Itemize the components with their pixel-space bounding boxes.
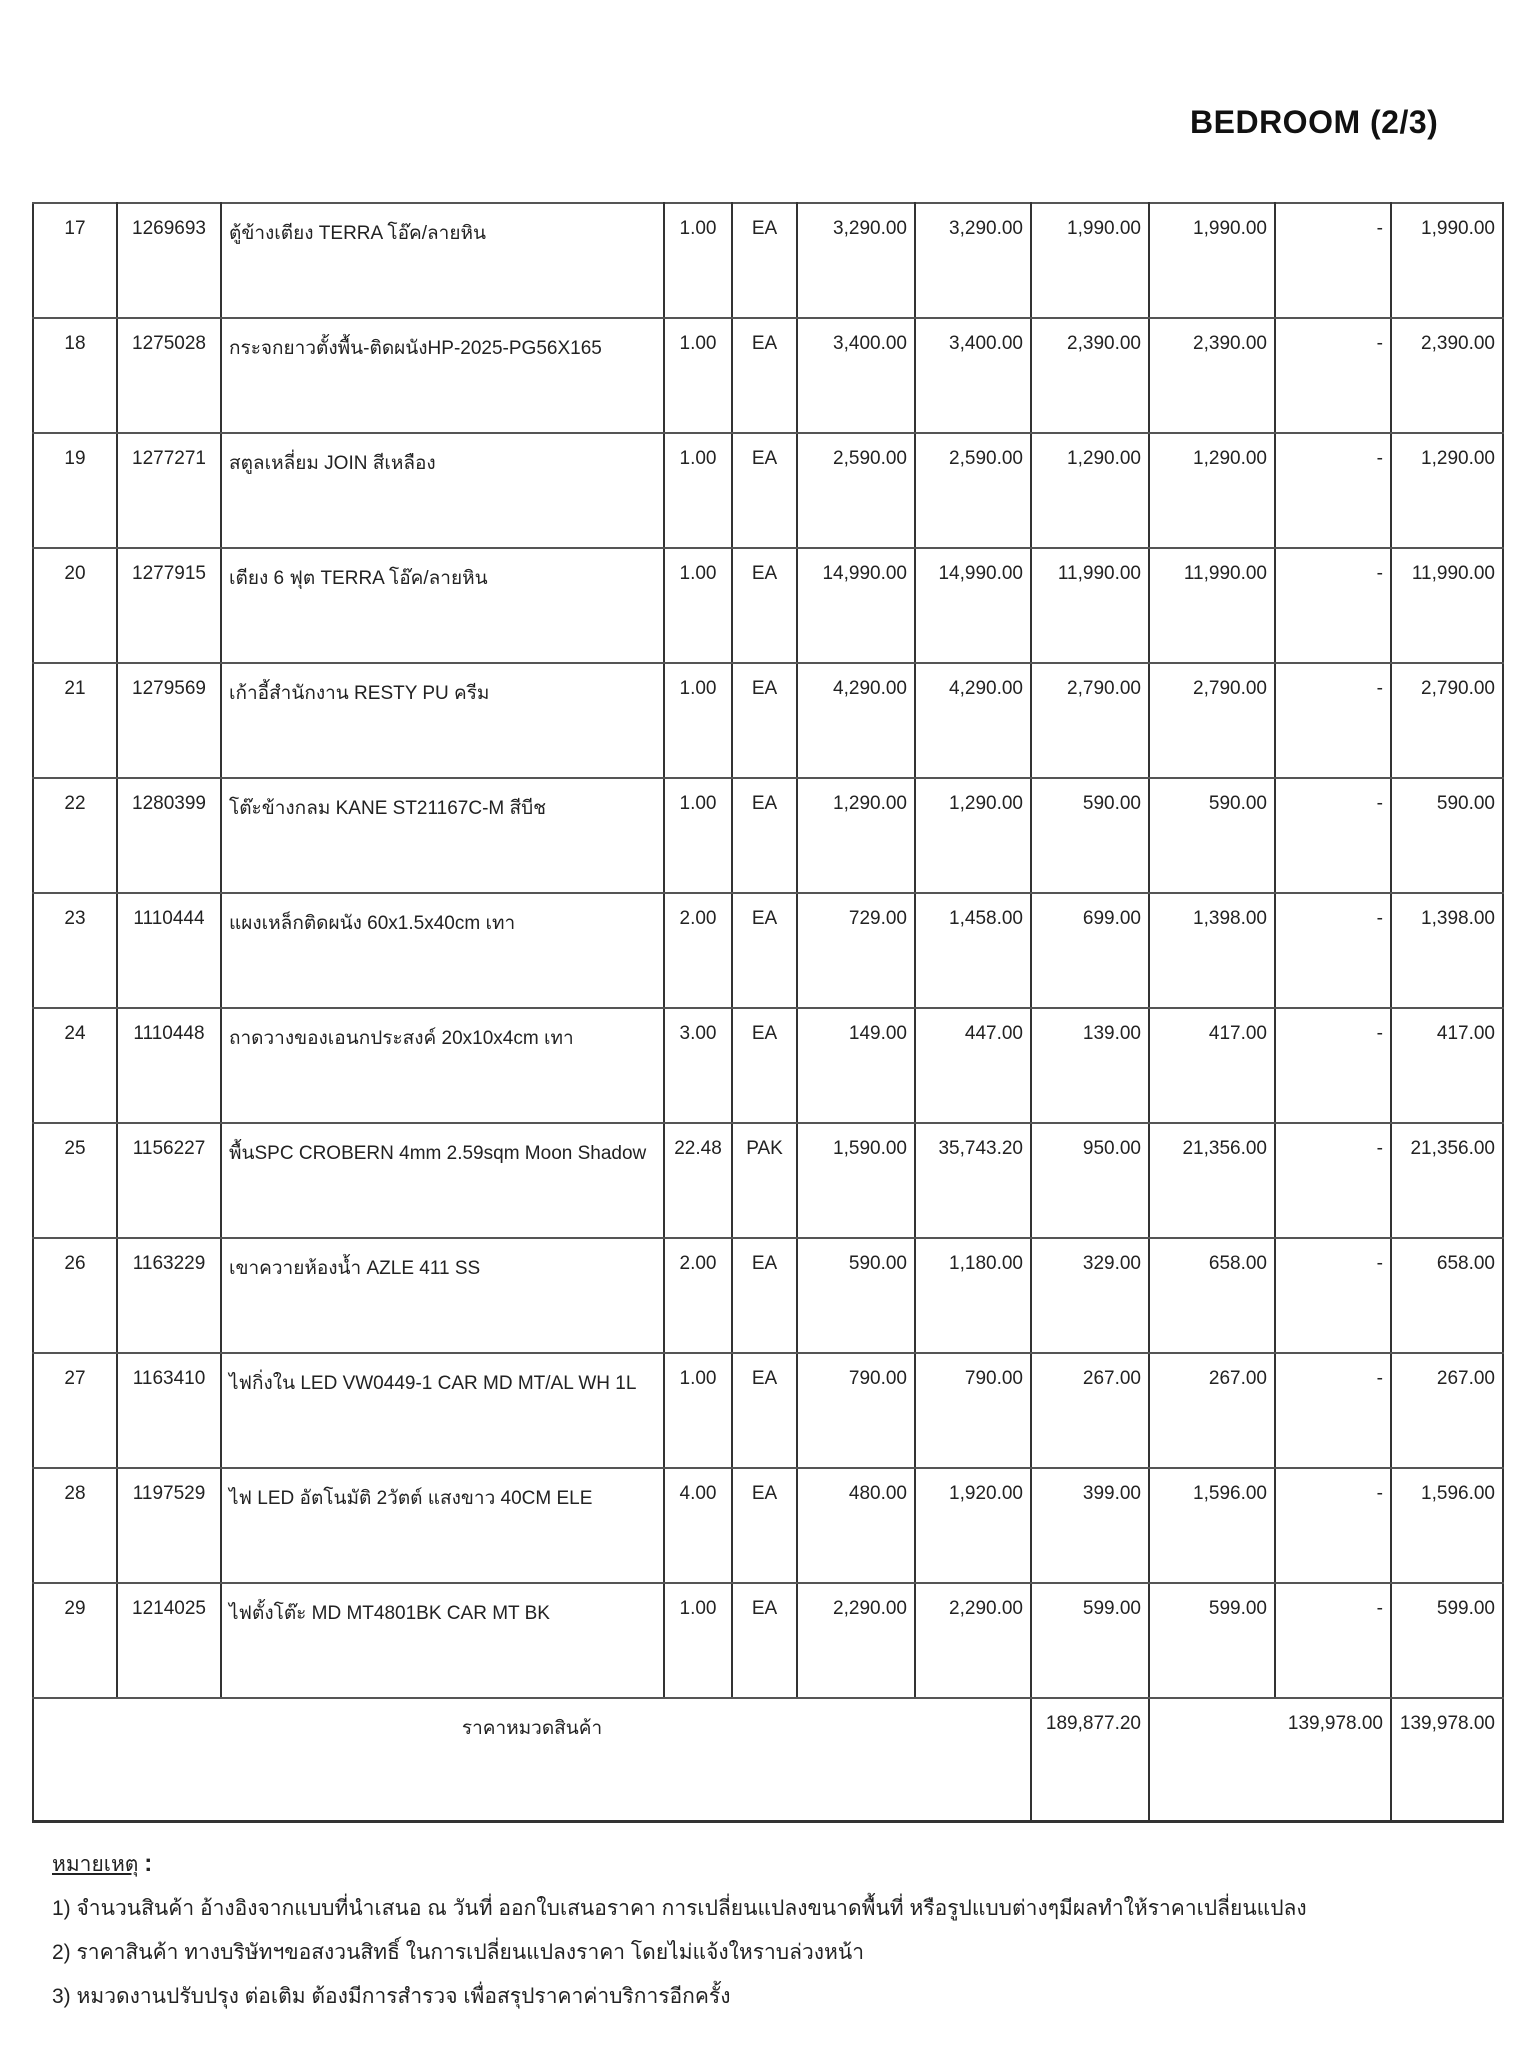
total-sale-amount: 139,978.00	[1149, 1698, 1391, 1822]
product-description-cell: ไฟ LED อัตโนมัติ 2วัตต์ แสงขาว 40CM ELE	[221, 1468, 664, 1583]
quotation-table-container	[32, 202, 1502, 1823]
sale-amount-cell: 1,990.00	[1149, 203, 1275, 318]
row-number-cell: 23	[33, 893, 117, 1008]
unit-cell: EA	[732, 1468, 797, 1583]
sale-unit-price-cell: 599.00	[1031, 1583, 1149, 1698]
quantity-cell: 4.00	[664, 1468, 732, 1583]
net-total-cell: 1,290.00	[1391, 433, 1503, 548]
sale-amount-cell: 1,290.00	[1149, 433, 1275, 548]
unit-price-cell: 480.00	[797, 1468, 915, 1583]
total-label: ราคาหมวดสินค้า	[33, 1698, 1031, 1822]
product-description-cell: ตู้ข้างเตียง TERRA โอ๊ค/ลายหิน	[221, 203, 664, 318]
quantity-cell: 1.00	[664, 318, 732, 433]
unit-price-cell: 1,590.00	[797, 1123, 915, 1238]
product-code-cell: 1163229	[117, 1238, 221, 1353]
quantity-cell: 3.00	[664, 1008, 732, 1123]
discount-cell: -	[1275, 1468, 1391, 1583]
row-number-cell: 22	[33, 778, 117, 893]
quantity-cell: 2.00	[664, 893, 732, 1008]
sale-amount-cell: 658.00	[1149, 1238, 1275, 1353]
product-code-cell: 1110444	[117, 893, 221, 1008]
quantity-cell: 1.00	[664, 1353, 732, 1468]
product-description-cell: เตียง 6 ฟุต TERRA โอ๊ค/ลายหิน	[221, 548, 664, 663]
discount-cell: -	[1275, 663, 1391, 778]
unit-price-cell: 14,990.00	[797, 548, 915, 663]
amount-cell: 1,920.00	[915, 1468, 1031, 1583]
unit-cell: EA	[732, 1238, 797, 1353]
quantity-cell: 1.00	[664, 548, 732, 663]
sale-amount-cell: 417.00	[1149, 1008, 1275, 1123]
sale-amount-cell: 267.00	[1149, 1353, 1275, 1468]
unit-cell: EA	[732, 663, 797, 778]
net-total-cell: 2,790.00	[1391, 663, 1503, 778]
discount-cell: -	[1275, 203, 1391, 318]
sale-unit-price-cell: 1,990.00	[1031, 203, 1149, 318]
product-description-cell: กระจกยาวตั้งพื้น-ติดผนังHP-2025-PG56X165	[221, 318, 664, 433]
quantity-cell: 1.00	[664, 433, 732, 548]
table-row	[33, 1353, 1503, 1468]
discount-cell: -	[1275, 318, 1391, 433]
discount-cell: -	[1275, 893, 1391, 1008]
product-description-cell: แผงเหล็กติดผนัง 60x1.5x40cm เทา	[221, 893, 664, 1008]
sale-unit-price-cell: 2,790.00	[1031, 663, 1149, 778]
net-total-cell: 417.00	[1391, 1008, 1503, 1123]
sale-amount-cell: 1,596.00	[1149, 1468, 1275, 1583]
total-grand: 139,978.00	[1391, 1698, 1503, 1822]
amount-cell: 1,458.00	[915, 893, 1031, 1008]
discount-cell: -	[1275, 1353, 1391, 1468]
unit-cell: EA	[732, 318, 797, 433]
unit-cell: EA	[732, 548, 797, 663]
quantity-cell: 1.00	[664, 663, 732, 778]
amount-cell: 2,590.00	[915, 433, 1031, 548]
discount-cell: -	[1275, 1238, 1391, 1353]
unit-price-cell: 729.00	[797, 893, 915, 1008]
sale-unit-price-cell: 2,390.00	[1031, 318, 1149, 433]
sale-unit-price-cell: 1,290.00	[1031, 433, 1149, 548]
unit-cell: EA	[732, 893, 797, 1008]
product-code-cell: 1110448	[117, 1008, 221, 1123]
table-row	[33, 1583, 1503, 1698]
page-title: BEDROOM (2/3)	[1190, 104, 1439, 140]
quantity-cell: 1.00	[664, 778, 732, 893]
amount-cell: 3,400.00	[915, 318, 1031, 433]
row-number-cell: 25	[33, 1123, 117, 1238]
sale-amount-cell: 599.00	[1149, 1583, 1275, 1698]
sale-unit-price-cell: 11,990.00	[1031, 548, 1149, 663]
product-description-cell: เก้าอี้สำนักงาน RESTY PU ครีม	[221, 663, 664, 778]
amount-cell: 447.00	[915, 1008, 1031, 1123]
notes-heading: หมายเหตุ	[52, 1853, 139, 1876]
product-description-cell: ถาดวางของเอนกประสงค์ 20x10x4cm เทา	[221, 1008, 664, 1123]
row-number-cell: 20	[33, 548, 117, 663]
net-total-cell: 590.00	[1391, 778, 1503, 893]
product-code-cell: 1275028	[117, 318, 221, 433]
unit-cell: PAK	[732, 1123, 797, 1238]
discount-cell: -	[1275, 1123, 1391, 1238]
sale-unit-price-cell: 399.00	[1031, 1468, 1149, 1583]
sale-unit-price-cell: 950.00	[1031, 1123, 1149, 1238]
unit-cell: EA	[732, 433, 797, 548]
amount-cell: 4,290.00	[915, 663, 1031, 778]
unit-price-cell: 3,400.00	[797, 318, 915, 433]
net-total-cell: 21,356.00	[1391, 1123, 1503, 1238]
table-row	[33, 318, 1503, 433]
product-code-cell: 1214025	[117, 1583, 221, 1698]
table-row	[33, 1238, 1503, 1353]
unit-cell: EA	[732, 1583, 797, 1698]
product-description-cell: พื้นSPC CROBERN 4mm 2.59sqm Moon Shadow	[221, 1123, 664, 1238]
unit-price-cell: 2,290.00	[797, 1583, 915, 1698]
unit-price-cell: 590.00	[797, 1238, 915, 1353]
notes-heading-colon: :	[144, 1850, 153, 1877]
category-total-row	[33, 1698, 1503, 1822]
quantity-cell: 2.00	[664, 1238, 732, 1353]
total-amount: 189,877.20	[1031, 1698, 1149, 1822]
sale-unit-price-cell: 329.00	[1031, 1238, 1149, 1353]
unit-price-cell: 149.00	[797, 1008, 915, 1123]
amount-cell: 2,290.00	[915, 1583, 1031, 1698]
product-description-cell: ไฟกิ่งใน LED VW0449-1 CAR MD MT/AL WH 1L	[221, 1353, 664, 1468]
table-row	[33, 203, 1503, 318]
sale-amount-cell: 1,398.00	[1149, 893, 1275, 1008]
product-code-cell: 1269693	[117, 203, 221, 318]
unit-cell: EA	[732, 1353, 797, 1468]
row-number-cell: 19	[33, 433, 117, 548]
note-item: 3) หมวดงานปรับปรุง ต่อเติม ต้องมีการสำรวจ เพื่อสรุปราคาค่าบริการอีกครั้ง	[52, 1985, 731, 2008]
discount-cell: -	[1275, 1008, 1391, 1123]
row-number-cell: 21	[33, 663, 117, 778]
discount-cell: -	[1275, 778, 1391, 893]
net-total-cell: 2,390.00	[1391, 318, 1503, 433]
row-number-cell: 17	[33, 203, 117, 318]
sale-amount-cell: 21,356.00	[1149, 1123, 1275, 1238]
product-description-cell: สตูลเหลี่ยม JOIN สีเหลือง	[221, 433, 664, 548]
row-number-cell: 27	[33, 1353, 117, 1468]
discount-cell: -	[1275, 433, 1391, 548]
table-row	[33, 663, 1503, 778]
table-row	[33, 1123, 1503, 1238]
net-total-cell: 599.00	[1391, 1583, 1503, 1698]
unit-price-cell: 790.00	[797, 1353, 915, 1468]
notes-section	[52, 1842, 1492, 2019]
amount-cell: 1,180.00	[915, 1238, 1031, 1353]
sale-unit-price-cell: 139.00	[1031, 1008, 1149, 1123]
net-total-cell: 658.00	[1391, 1238, 1503, 1353]
sale-unit-price-cell: 590.00	[1031, 778, 1149, 893]
table-row	[33, 1468, 1503, 1583]
unit-price-cell: 1,290.00	[797, 778, 915, 893]
row-number-cell: 24	[33, 1008, 117, 1123]
row-number-cell: 26	[33, 1238, 117, 1353]
product-code-cell: 1277915	[117, 548, 221, 663]
amount-cell: 790.00	[915, 1353, 1031, 1468]
table-row	[33, 1008, 1503, 1123]
amount-cell: 1,290.00	[915, 778, 1031, 893]
product-code-cell: 1163410	[117, 1353, 221, 1468]
product-code-cell: 1279569	[117, 663, 221, 778]
unit-cell: EA	[732, 203, 797, 318]
amount-cell: 35,743.20	[915, 1123, 1031, 1238]
notes-heading-line	[52, 1842, 1492, 1887]
unit-cell: EA	[732, 778, 797, 893]
net-total-cell: 267.00	[1391, 1353, 1503, 1468]
discount-cell: -	[1275, 1583, 1391, 1698]
unit-price-cell: 2,590.00	[797, 433, 915, 548]
sale-amount-cell: 2,390.00	[1149, 318, 1275, 433]
sale-amount-cell: 590.00	[1149, 778, 1275, 893]
unit-price-cell: 3,290.00	[797, 203, 915, 318]
row-number-cell: 29	[33, 1583, 117, 1698]
sale-unit-price-cell: 699.00	[1031, 893, 1149, 1008]
product-code-cell: 1197529	[117, 1468, 221, 1583]
unit-price-cell: 4,290.00	[797, 663, 915, 778]
net-total-cell: 1,990.00	[1391, 203, 1503, 318]
quantity-cell: 1.00	[664, 1583, 732, 1698]
net-total-cell: 1,596.00	[1391, 1468, 1503, 1583]
table-row	[33, 778, 1503, 893]
note-item: 1) จำนวนสินค้า อ้างอิงจากแบบที่นำเสนอ ณ วันที่ ออกใบเสนอราคา การเปลี่ยนแปลงขนาดพื้นที่ หรือรูปแบบต่างๆมีผลทำให้ราคาเปลี่ยนแปลง	[52, 1897, 1307, 1920]
product-code-cell: 1277271	[117, 433, 221, 548]
quantity-cell: 22.48	[664, 1123, 732, 1238]
sale-amount-cell: 2,790.00	[1149, 663, 1275, 778]
row-number-cell: 18	[33, 318, 117, 433]
product-code-cell: 1156227	[117, 1123, 221, 1238]
note-item: 2) ราคาสินค้า ทางบริษัทฯขอสงวนสิทธิ์ ในการเปลี่ยนแปลงราคา โดยไม่แจ้งใหราบล่วงหน้า	[52, 1941, 865, 1964]
row-number-cell: 28	[33, 1468, 117, 1583]
quantity-cell: 1.00	[664, 203, 732, 318]
table-row	[33, 548, 1503, 663]
product-description-cell: ไฟตั้งโต๊ะ MD MT4801BK CAR MT BK	[221, 1583, 664, 1698]
sale-amount-cell: 11,990.00	[1149, 548, 1275, 663]
unit-cell: EA	[732, 1008, 797, 1123]
discount-cell: -	[1275, 548, 1391, 663]
table-row	[33, 433, 1503, 548]
net-total-cell: 1,398.00	[1391, 893, 1503, 1008]
amount-cell: 14,990.00	[915, 548, 1031, 663]
quotation-table	[32, 202, 1504, 1823]
sale-unit-price-cell: 267.00	[1031, 1353, 1149, 1468]
table-body	[33, 203, 1503, 1698]
product-code-cell: 1280399	[117, 778, 221, 893]
table-row	[33, 893, 1503, 1008]
product-description-cell: เขาควายห้องน้ำ AZLE 411 SS	[221, 1238, 664, 1353]
amount-cell: 3,290.00	[915, 203, 1031, 318]
product-description-cell: โต๊ะข้างกลม KANE ST21167C-M สีบีช	[221, 778, 664, 893]
net-total-cell: 11,990.00	[1391, 548, 1503, 663]
